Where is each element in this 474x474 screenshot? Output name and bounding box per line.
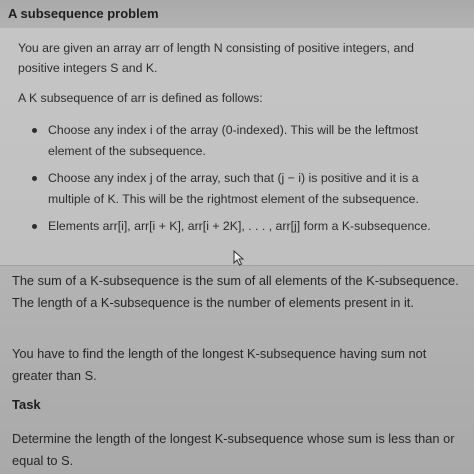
list-item: Choose any index i of the array (0-indexed). This will be the leftmost element of the subsequence. (18, 120, 458, 162)
goal-paragraph: You have to find the length of the longest K-subsequence having sum not greater than S. (12, 346, 427, 383)
task-heading: Task (12, 397, 41, 412)
list-item: Choose any index j of the array, such that (j − i) is positive and it is a multiple of K. This will be the rightmost element of the subsequence. (18, 168, 458, 210)
intro-paragraph: You are given an array arr of length N consisting of positive integers, and positive integers S and K. (18, 41, 415, 75)
definition-paragraph: A K subsequence of arr is defined as follows: (18, 91, 263, 105)
definition-card (0, 28, 474, 266)
mouse-pointer-icon (233, 250, 245, 266)
task-paragraph: Determine the length of the longest K-subsequence whose sum is less than or equal to S. (12, 431, 455, 468)
sum-paragraph: The sum of a K-subsequence is the sum of all elements of the K-subsequence. The length of a K-subsequence is the number of elements present in it. (12, 273, 459, 310)
list-item: Elements arr[i], arr[i + K], arr[i + 2K], . . . , arr[j] form a K-subsequence. (18, 216, 458, 237)
section-title: A subsequence problem (8, 6, 159, 21)
section-header (0, 0, 474, 29)
definition-steps-list (18, 120, 458, 243)
